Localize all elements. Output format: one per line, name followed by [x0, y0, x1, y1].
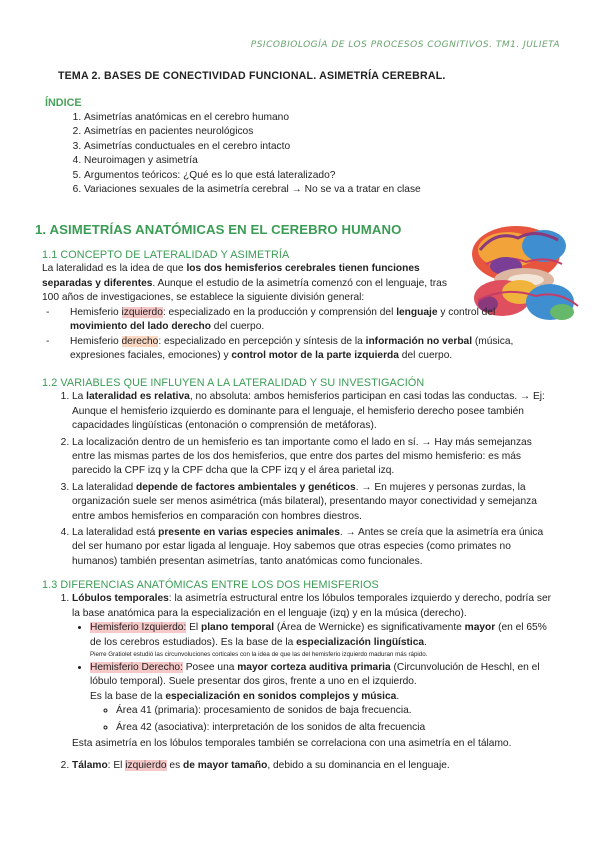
document-title: TEMA 2. BASES DE CONECTIVIDAD FUNCIONAL. ASIMETRÍA CEREBRAL. [58, 70, 446, 82]
subsection-1-2 [42, 376, 554, 571]
index-item: 6. Variaciones sexuales de la asimetría cerebral → No se va a tratar en clase [84, 183, 421, 197]
section-1-heading: 1. ASIMETRÍAS ANATÓMICAS EN EL CEREBRO HUMANO [35, 222, 402, 237]
list-item: - Hemisferio izquierdo: especializado en la producción y comprensión del lenguaje y control del movimiento del lado derecho del cuerpo. [42, 306, 554, 335]
index-item: 2. Asimetrías en pacientes neurológicos [84, 125, 421, 139]
list-item: 3. La lateralidad depende de factores ambientales y genéticos. → En mujeres y personas zurdas, la organización suele ser menos asimétrica (más bilateral), presentando mayor conectividad y semejanza entre ambos hemisferios en comparación con hombres diestros. [72, 481, 554, 524]
index-heading: ÍNDICE [45, 97, 82, 109]
index-item: 5. Argumentos teóricos: ¿Qué es lo que está lateralizado? [84, 169, 421, 183]
index-list [58, 111, 421, 197]
subsection-heading: 1.3 DIFERENCIAS ANATÓMICAS ENTRE LOS DOS HEMISFERIOS [42, 579, 379, 591]
paragraph: Esta asimetría en los lóbulos temporales también se correlaciona con una asimetría en el tálamo. [72, 738, 512, 750]
list-item: ◦ Área 41 (primaria): procesamiento de sonidos de baja frecuencia. [116, 704, 554, 718]
paragraph: Es la base de la especialización en sonidos complejos y música. [90, 690, 400, 702]
list-item: • Hemisferio Izquierdo: El plano temporal (Área de Wernicke) es significativamente mayor (en el 65% de los cerebros estudiados). Es la base de la especialización lingüística. Pierre Gratiolet estudió las circunvoluciones corticales con la idea de que las del hemisferio izquierdo maduran más rápido. [90, 621, 554, 659]
index-item: 4. Neuroimagen y asimetría [84, 154, 421, 168]
subsection-heading: 1.1 CONCEPTO DE LATERALIDAD Y ASIMETRÍA [42, 249, 290, 261]
hemisphere-list [42, 306, 554, 364]
list-item: 1. La lateralidad es relativa, no absoluta: ambos hemisferios participan en casi todas las conductas. → Ej: Aunque el hemisferio izquierdo es dominante para el lenguaje, el hemisferio derecho posee también capacidades lingüísticas (entonación o comprensión de metáforas). [72, 390, 554, 433]
list-item: 1. Lóbulos temporales: la asimetría estructural entre los lóbulos temporales izquierdo y derecho, podría ser la base anatómica para la especialización en el lenguaje (izq) y en la música (derecho). • Hemisferio Izquierdo: El plano temporal (Área de Wernicke) es significativamente mayor (en el 65% de los cerebros estudiados). Es la base de la especialización lingüística. Pierre Gratiolet estudió las circunvoluciones corticales con la idea de que las del hemisferio izquierdo maduran más rápido. • Hemisferio Derecho: Posee una mayor corteza auditiva primaria (Circunvolución de Heschl, en el lóbulo temporal). Suele presentar dos giros, frente a uno en el izquierdo. Es la base de la especialización en sonidos complejos y música. ◦ Área 41 (primaria): procesamiento de sonidos de baja frecuencia. ◦ Área 42 (asociativa): interpretación de los sonidos de alta frecuencia Esta asimetría en los lóbulos temporales también se correlaciona con una asimetría en el tálamo. [72, 592, 554, 751]
list-item: 2. Tálamo: El izquierdo es de mayor tamaño, debido a su dominancia en el lenguaje. [72, 759, 554, 773]
list-item: • Hemisferio Derecho: Posee una mayor corteza auditiva primaria (Circunvolución de Heschl, en el lóbulo temporal). Suele presentar dos giros, frente a uno en el izquierdo. Es la base de la especialización en sonidos complejos y música. ◦ Área 41 (primaria): procesamiento de sonidos de baja frecuencia. ◦ Área 42 (asociativa): interpretación de los sonidos de alta frecuencia [90, 661, 554, 735]
list-item: 2. La localización dentro de un hemisferio es tan importante como el lado en sí. → Hay más semejanzas entre las mismas partes de los dos hemisferios, que entre dos partes del mismo hemisferio: es más parecido la CPF izq y la CPF dcha que la CPF izq y el área parietal izq. [72, 436, 554, 479]
list-item: ◦ Área 42 (asociativa): interpretación de los sonidos de alta frecuencia [116, 721, 554, 735]
subsection-1-3 [42, 578, 554, 776]
list-item: - Hemisferio derecho: especializado en percepción y síntesis de la información no verbal (música, expresiones faciales, emociones) y control motor de la parte izquierda del cuerpo. [42, 335, 554, 364]
subsection-1-1 [42, 248, 462, 306]
running-header: PSICOBIOLOGÍA DE LOS PROCESOS COGNITIVOS. TM1. JULIETA [250, 40, 560, 50]
side-note: Pierre Gratiolet estudió las circunvoluciones corticales con la idea de que las del hemisferio izquierdo maduran más rápido. [90, 651, 428, 659]
index-item: 3. Asimetrías conductuales en el cerebro intacto [84, 140, 421, 154]
paragraph: La lateralidad es la idea de que los dos hemisferios cerebrales tienen funciones separadas y diferentes. Aunque el estudio de la asimetría comenzó con el lenguaje, tras 100 años de investigaciones, se establece la siguiente división general: [42, 263, 447, 304]
list-item: 4. La lateralidad está presente en varias especies animales. → Antes se creía que la asimetría era única del ser humano por estar ligada al lenguaje. Hoy sabemos que otras especies (como primates no humanos) también presentan asimetrías, tanto anatómicas como funcionales. [72, 526, 554, 569]
index-item: 1. Asimetrías anatómicas en el cerebro humano [84, 111, 421, 125]
subsection-heading: 1.2 VARIABLES QUE INFLUYEN A LA LATERALIDAD Y SU INVESTIGACIÓN [42, 377, 425, 389]
